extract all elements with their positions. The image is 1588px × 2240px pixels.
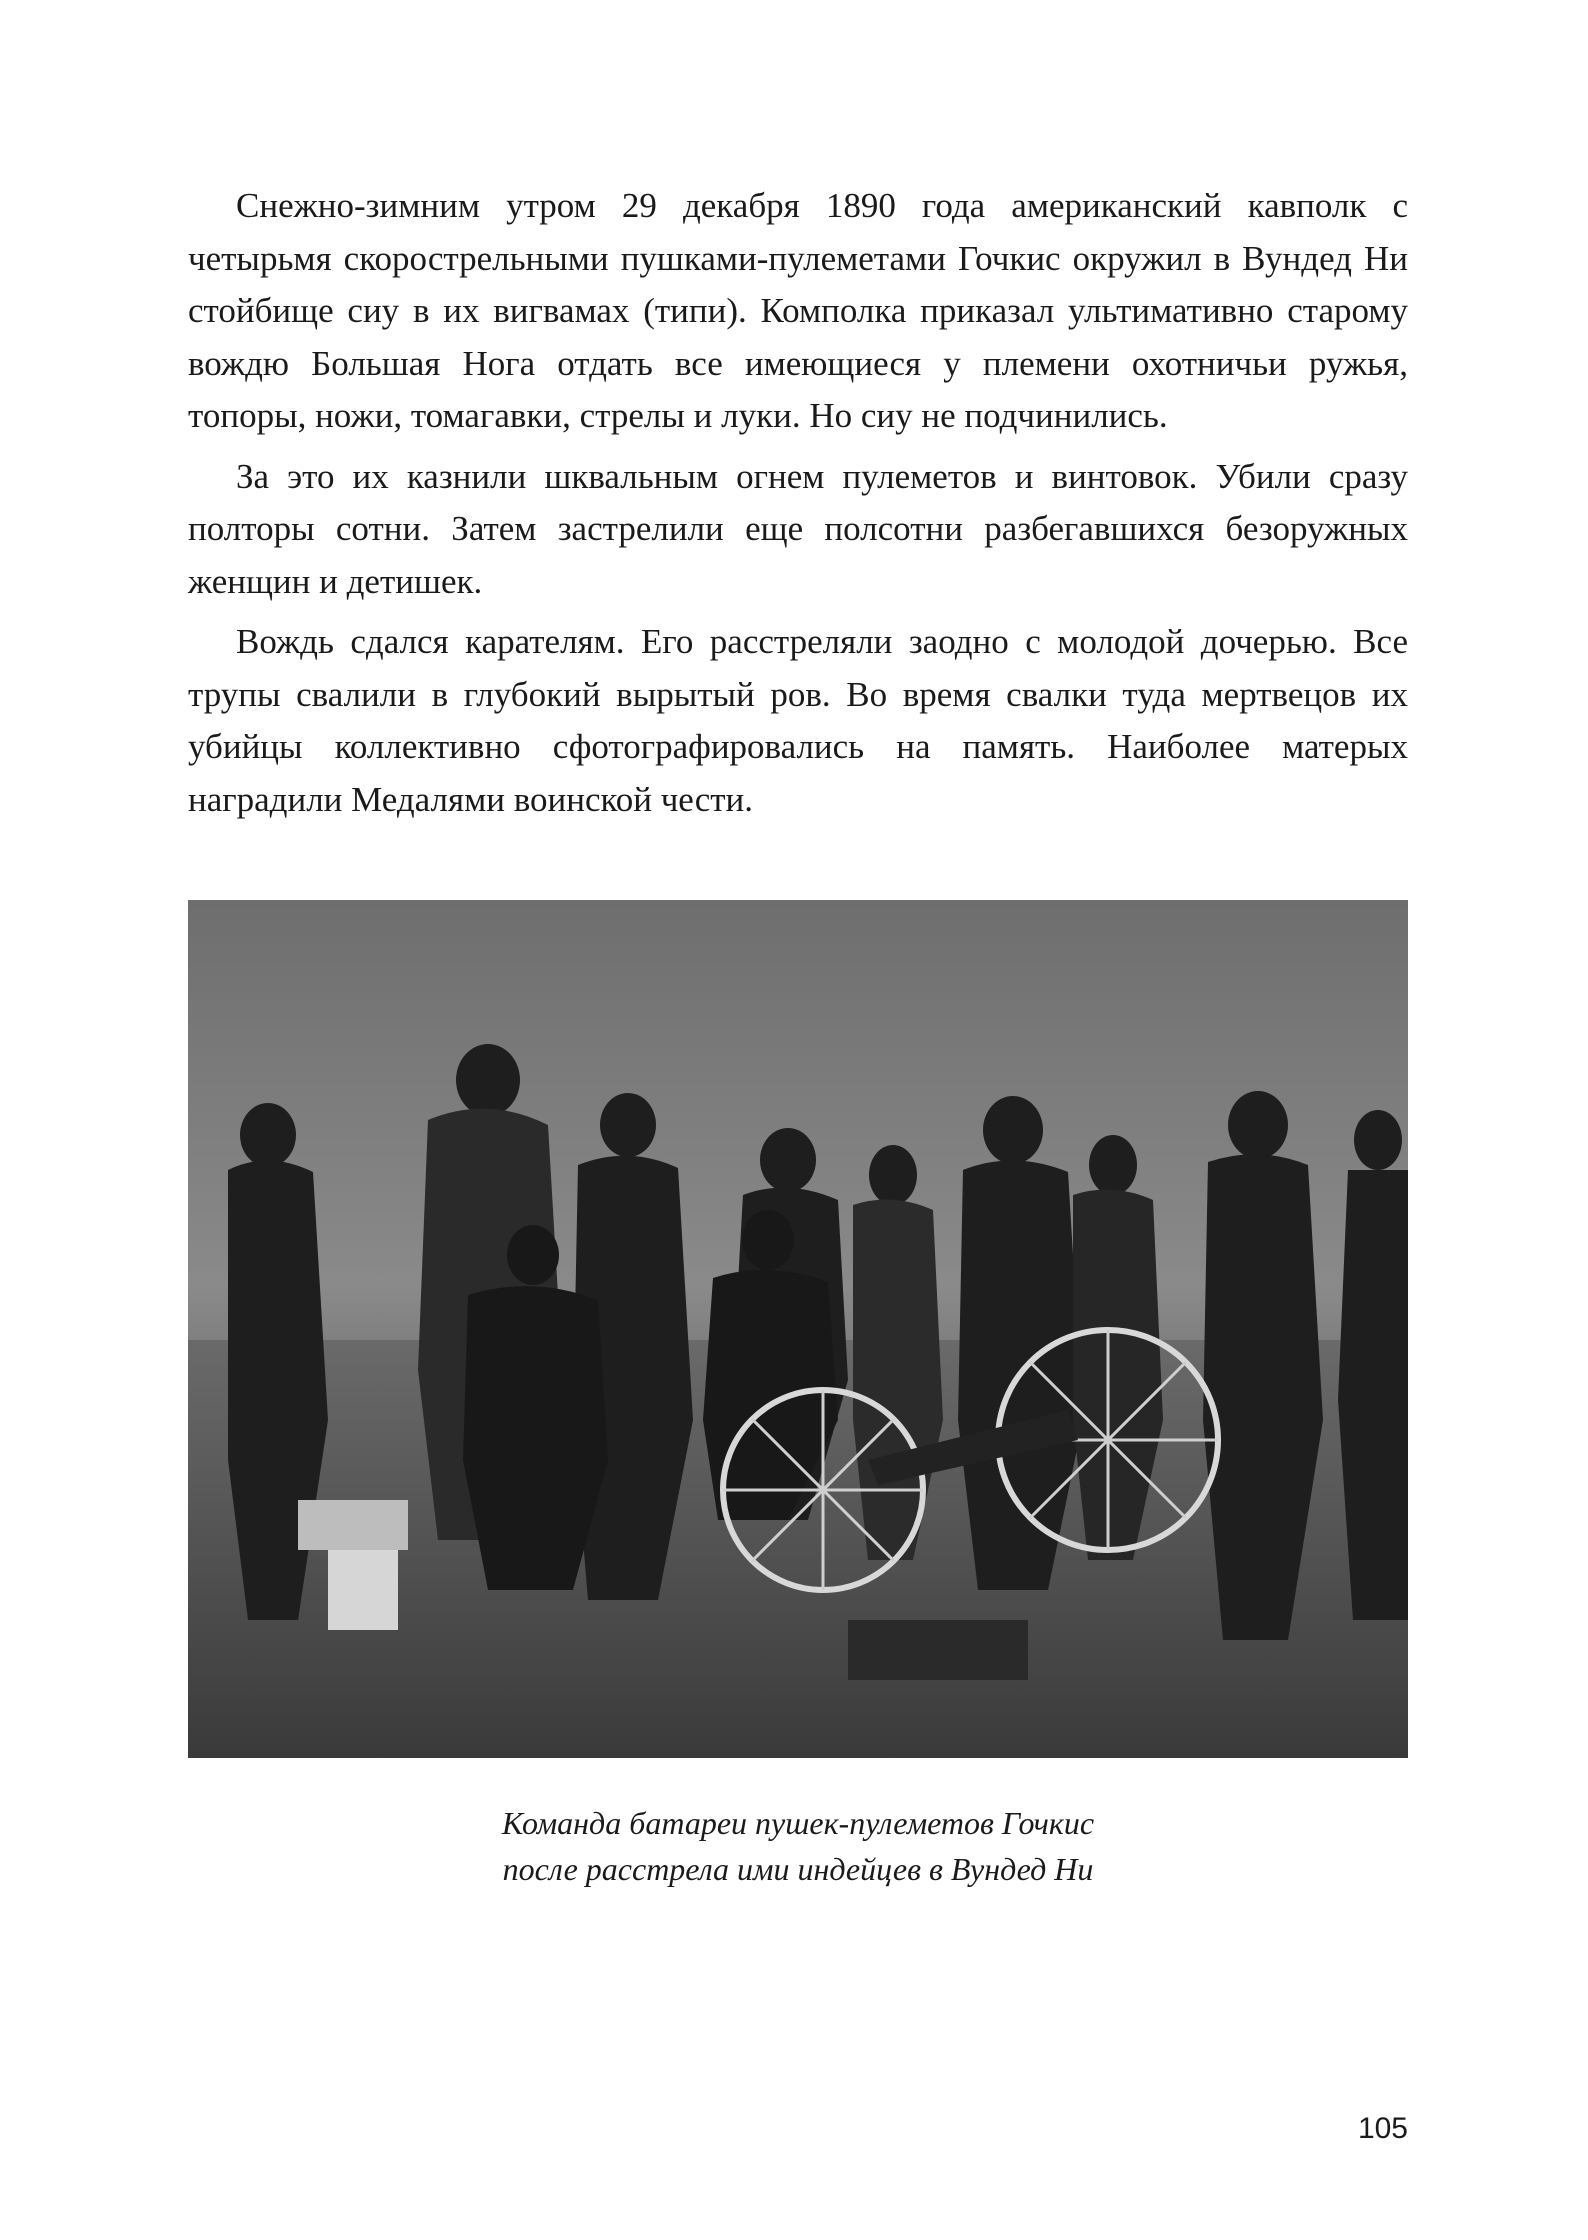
caption-line-1: Команда батареи пушек-пулеметов Гочкис (501, 1805, 1095, 1841)
photo-caption (188, 1800, 1408, 1892)
historical-photo (188, 900, 1408, 1758)
page-number: 105 (1357, 2112, 1408, 2145)
paragraph-1: Снежно-зимним утром 29 декабря 1890 года американский кавполк с четырьмя скорострельными пушками-пулеметами Гочкис окружил в Вундед Ни стойбище сиу в их вигвамах (типи). Комполка приказал ультимативно старому вождю Большая Нога отдать все имеющиеся у племени охотничьи ружья, топоры, ножи, томагавки, стрелы и луки. Но сиу не подчинились. (188, 186, 1408, 435)
body-text (188, 180, 1408, 826)
paragraph-2: За это их казнили шквальным огнем пулеметов и винтовок. Убили сразу полторы сотни. Затем застрелили еще полсотни разбегавшихся безоружных женщин и детишек. (188, 456, 1408, 601)
photo-inscription-plate (848, 1620, 1028, 1680)
photo-illustration (188, 900, 1408, 1758)
paragraph-3: Вождь сдался карателям. Его расстреляли заодно с молодой дочерью. Все трупы свалили в глубокий вырытый ров. Во время свалки туда мертвецов их убийцы коллективно сфотографировались на память. Наиболее матерых наградили Медалями воинской чести. (188, 622, 1408, 819)
caption-line-2: после расстрела ими индейцев в Вундед Ни (502, 1851, 1094, 1887)
